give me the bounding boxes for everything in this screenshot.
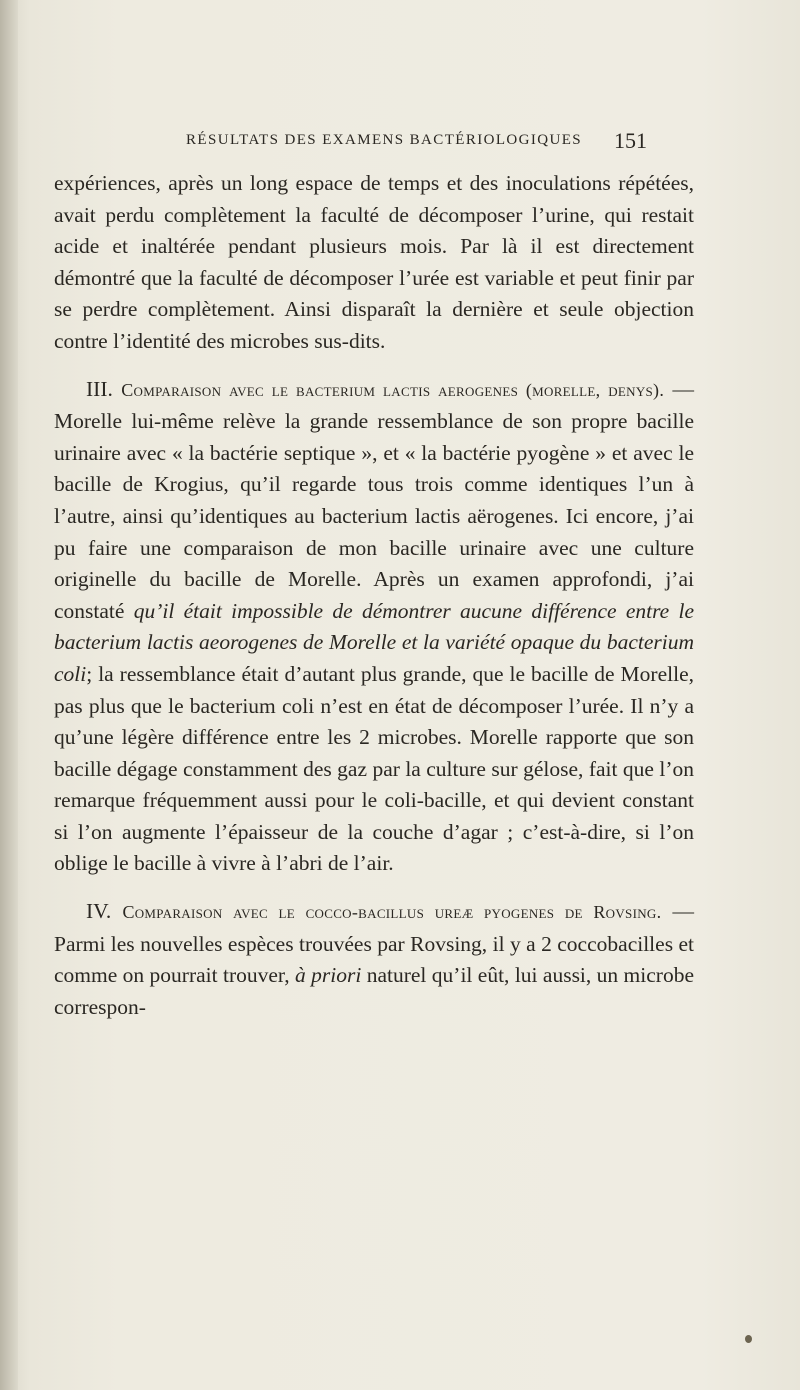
section-iii-text-b: ; la ressemblance était d’autant plus grande, que le bacille de Morelle, pas plus que le bacterium coli n’est en état de décomposer l’urée. Il n’y a qu’une légère différence entre les 2 microbes. Morelle rapporte que son bacille dégage constamment des gaz par la culture sur gélose, fait que l’on remarque fréquemment aussi pour le coli-bacille, et qui devient constant si l’on augmente l’épaisseur de la couche d’agar ; c’est-à-dire, si l’on oblige le bacille à vivre à l’abri de l’air.: [54, 661, 694, 876]
section-iii-text-a: — Morelle lui-même relève la grande ressemblance de son propre bacille urinaire avec « la bactérie septique », et « la bactérie pyogène » et avec le bacille de Krogius, qu’il regarde tous trois comme identiques l’un à l’autre, ainsi qu’identiques au bacterium lactis aërogenes. Ici encore, j’ai pu faire une comparaison de mon bacille urinaire avec une culture originelle du bacille de Morelle. Après un examen approfondi, j’ai constaté: [54, 376, 695, 623]
section-iv-text-b: naturel qu’il eût, lui aussi, un microbe correspon-: [54, 963, 694, 1019]
page-header: [0, 128, 800, 158]
body-text: [54, 168, 694, 1023]
section-iii-italic: qu’il était impossible de démontrer aucune différence entre le bacterium lactis aeorogenes de Morelle et la variété opaque du bacterium coli: [54, 598, 694, 686]
section-iv-italic: à priori: [295, 963, 362, 988]
section-iii-number: III.: [86, 376, 113, 401]
section-iii-heading: Comparaison avec le bacterium lactis aerogenes (morelle, denys).: [121, 379, 665, 400]
section-iv-paragraph: [54, 896, 694, 1023]
page-number: 151: [614, 128, 647, 153]
ink-blot: [745, 1335, 752, 1343]
running-title: RÉSULTATS DES EXAMENS BACTÉRIOLOGIQUES: [186, 132, 583, 148]
page-gutter-shadow: [0, 0, 18, 1390]
section-iv-heading: Comparaison avec le cocco-bacillus ureæ pyogenes de Rovsing.: [122, 902, 662, 923]
section-iii-paragraph: [54, 374, 694, 881]
paragraph-continuation: expériences, après un long espace de temps et des inoculations répétées, avait perdu complètement la faculté de décomposer l’urine, qui restait acide et inaltérée pendant plusieurs mois. Par là il est directement démontré que la faculté de décomposer l’urée est variable et peut finir par se perdre complètement. Ainsi disparaît la dernière et seule objection contre l’identité des microbes sus-dits.: [54, 171, 694, 353]
section-iv-text-a: — Parmi les nouvelles espèces trouvées par Rovsing, il y a 2 coccobacilles et comme on pourrait trouver,: [54, 899, 695, 988]
section-iv-number: IV.: [86, 899, 112, 924]
